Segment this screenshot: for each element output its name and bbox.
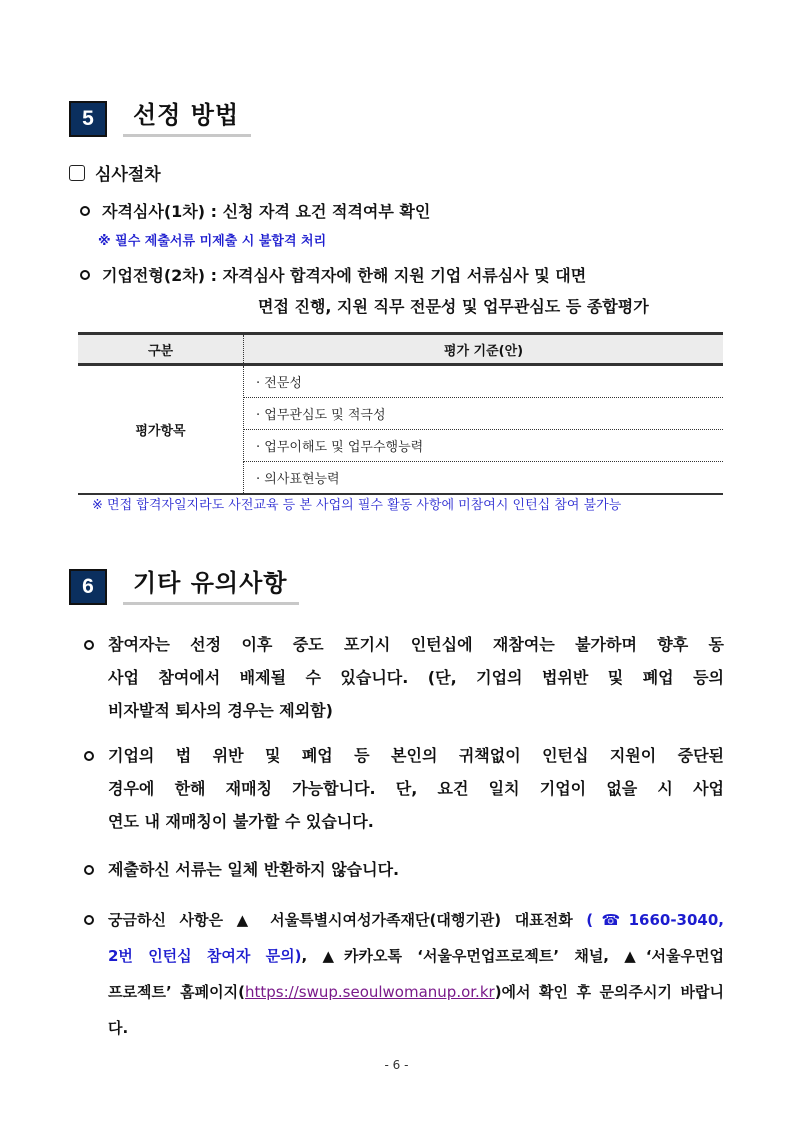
circle-bullet-icon — [80, 270, 90, 280]
contact-line-3 — [84, 974, 724, 1046]
contact-line-2 — [84, 938, 724, 974]
para-line: 제출하신 서류는 일체 반환하지 않습니다. — [108, 860, 400, 879]
item-text: 기업전형(2차) : 자격심사 합격자에 한해 지원 기업 서류심사 및 대면 — [102, 266, 587, 285]
paragraph-withdrawal — [84, 628, 724, 727]
item-company-screening — [80, 263, 586, 286]
criteria-cell: · 의사표현능력 — [244, 462, 724, 495]
item-qualification-review — [80, 199, 430, 222]
para-line: 참여자는 선정 이후 중도 포기시 인턴십에 재참여는 불가하며 향후 동 — [108, 635, 724, 654]
circle-bullet-icon — [84, 915, 94, 925]
para-line: 비자발적 퇴사의 경우는 제외함) — [108, 701, 333, 720]
circle-bullet-icon — [84, 640, 94, 650]
contact-text: )에서 확인 후 문의주시기 바랍니다. — [108, 983, 724, 1037]
para-line: 사업 참여에서 배제될 수 있습니다. (단, 기업의 법위반 및 폐업 등의 — [108, 668, 724, 687]
paragraph-no-return — [84, 853, 724, 886]
contact-text: 프로젝트’ 홈페이지( — [108, 983, 245, 1001]
section-5-heading — [69, 100, 251, 137]
table-row — [78, 365, 723, 398]
section-6-heading — [69, 568, 299, 605]
paragraph-rematching — [84, 739, 724, 838]
page-number: - 6 - — [384, 1058, 409, 1072]
circle-bullet-icon — [80, 206, 90, 216]
interview-footnote: ※ 면접 합격자일지라도 사전교육 등 본 사업의 필수 활동 사항에 미참여시 인턴십 참여 불가능 — [92, 498, 622, 513]
category-cell: 평가항목 — [78, 365, 244, 495]
section-number-badge: 5 — [69, 101, 107, 137]
criteria-cell: · 전문성 — [244, 365, 724, 398]
circle-bullet-icon — [84, 865, 94, 875]
para-line: 경우에 한해 재매칭 가능합니다. 단, 요건 일치 기업이 없을 시 사업 — [108, 779, 724, 798]
header-category: 구분 — [78, 334, 244, 365]
homepage-link[interactable]: https://swup.seoulwomanup.or.kr — [245, 983, 495, 1001]
section-number-badge: 6 — [69, 569, 107, 605]
circle-bullet-icon — [84, 751, 94, 761]
subheading-label: 심사절차 — [95, 165, 161, 185]
para-line: 기업의 법 위반 및 폐업 등 본인의 귀책없이 인턴십 지원이 중단된 — [108, 746, 724, 765]
paragraph-contact — [84, 902, 724, 1046]
para-line: 연도 내 재매칭이 불가할 수 있습니다. — [108, 812, 374, 831]
contact-line-1 — [84, 902, 724, 938]
criteria-cell: · 업무이해도 및 업무수행능력 — [244, 430, 724, 462]
section-title: 선정 방법 — [123, 100, 251, 137]
contact-text: , ▲카카오톡 ‘서울우먼업프로젝트’ 채널, ▲‘서울우먼업 — [301, 947, 724, 965]
table-header-row — [78, 334, 723, 365]
header-criteria: 평가 기준(안) — [244, 334, 724, 365]
item-company-screening-cont: 면접 진행, 지원 직무 전문성 및 업무관심도 등 종합평가 — [258, 297, 649, 316]
section-title: 기타 유의사항 — [123, 568, 299, 605]
evaluation-table — [78, 332, 723, 495]
phone-number: (☎1660-3040, — [586, 911, 724, 929]
criteria-cell: · 업무관심도 및 적극성 — [244, 398, 724, 430]
note-required-docs: ※ 필수 제출서류 미제출 시 불합격 처리 — [98, 234, 327, 249]
contact-text: 궁금하신 사항은 ▲ 서울특별시여성가족재단(대행기관) 대표전화 — [108, 911, 587, 929]
checkbox-icon — [69, 165, 85, 181]
phone-option: 2번 인턴십 참여자 문의) — [108, 947, 302, 965]
item-text: 자격심사(1차) : 신청 자격 요건 적격여부 확인 — [102, 202, 431, 221]
subheading-review-procedure — [69, 160, 161, 185]
